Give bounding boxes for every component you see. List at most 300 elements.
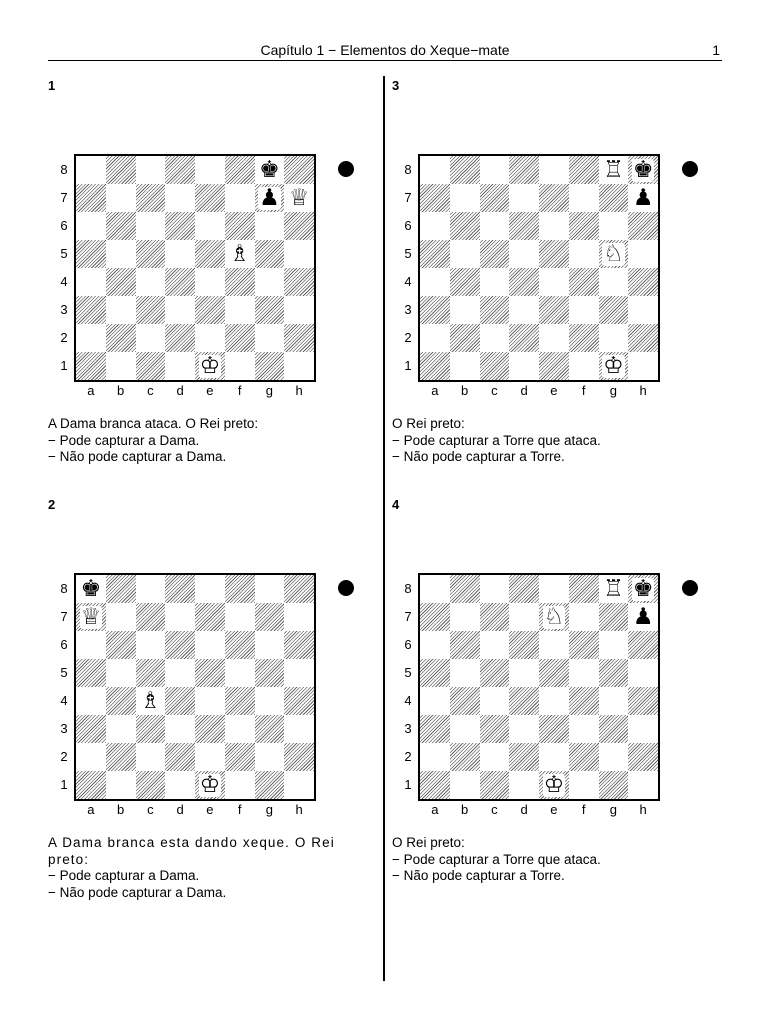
white-bishop-icon: ♗ <box>229 240 250 267</box>
board-square-g5 <box>599 659 629 687</box>
puzzle-number: 1 <box>48 78 56 93</box>
board-square-b3 <box>450 296 480 324</box>
board-square-a7 <box>420 603 450 631</box>
chess-board <box>418 154 660 382</box>
white-queen-icon: ♕ <box>80 603 102 630</box>
board-square-h8 <box>628 156 658 184</box>
white-rook-icon: ♖ <box>603 575 624 602</box>
caption-intro: O Rei preto: <box>392 416 465 431</box>
board-square-g8 <box>255 575 285 603</box>
board-square-e2 <box>539 743 569 771</box>
board-square-e3 <box>539 296 569 324</box>
puzzle-caption <box>48 416 378 466</box>
board-square-e5 <box>195 659 225 687</box>
black-pawn-icon: ♟ <box>632 184 654 211</box>
black-king-icon: ♚ <box>259 156 280 183</box>
board-square-a1 <box>420 352 450 380</box>
board-square-h6 <box>628 212 658 240</box>
board-square-f4 <box>569 268 599 296</box>
board-area <box>392 154 712 398</box>
board-square-b3 <box>106 715 136 743</box>
board-square-g7 <box>599 184 629 212</box>
board-square-f8 <box>225 156 255 184</box>
board-square-h6 <box>284 212 314 240</box>
board-square-g1 <box>599 771 629 799</box>
rank-label: 8 <box>60 581 68 596</box>
board-square-c1 <box>480 771 510 799</box>
board-square-a7 <box>76 603 106 631</box>
board-square-g6 <box>255 212 285 240</box>
rank-label: 3 <box>404 302 412 317</box>
puzzle-caption <box>392 835 722 885</box>
puzzle-number: 2 <box>48 497 56 512</box>
board-square-f6 <box>225 631 255 659</box>
board-square-h6 <box>628 631 658 659</box>
rank-label: 6 <box>60 637 68 652</box>
board-square-a4 <box>76 687 106 715</box>
file-label: f <box>581 802 586 817</box>
board-square-f2 <box>569 743 599 771</box>
file-label: f <box>237 383 242 398</box>
board-square-f5 <box>225 240 255 268</box>
board-square-b3 <box>450 715 480 743</box>
white-knight-icon: ♘ <box>543 603 565 630</box>
rank-label: 1 <box>404 777 412 792</box>
board-square-g8 <box>599 575 629 603</box>
board-square-h3 <box>284 715 314 743</box>
black-king-icon: ♚ <box>632 156 654 183</box>
file-label: d <box>176 802 184 817</box>
board-square-b8 <box>106 575 136 603</box>
file-label: h <box>295 802 303 817</box>
board-square-e6 <box>539 631 569 659</box>
board-square-e4 <box>195 687 225 715</box>
black-to-move-icon <box>338 580 354 596</box>
puzzle-caption <box>392 416 722 466</box>
rank-label: 6 <box>404 218 412 233</box>
board-square-g5 <box>255 659 285 687</box>
board-square-h4 <box>284 687 314 715</box>
file-label: h <box>639 383 647 398</box>
board-square-h7 <box>284 603 314 631</box>
board-square-c2 <box>136 743 166 771</box>
board-square-f1 <box>569 771 599 799</box>
white-king-icon: ♔ <box>603 352 624 379</box>
board-square-e5 <box>539 659 569 687</box>
board-square-b4 <box>450 268 480 296</box>
file-label: e <box>206 383 214 398</box>
board-square-h8 <box>628 575 658 603</box>
file-label: a <box>87 383 95 398</box>
board-square-g7 <box>255 184 285 212</box>
board-square-g4 <box>599 268 629 296</box>
rank-label: 4 <box>60 274 68 289</box>
rank-label: 8 <box>404 162 412 177</box>
board-square-b1 <box>450 352 480 380</box>
board-square-a8 <box>420 156 450 184</box>
board-square-d8 <box>165 575 195 603</box>
board-square-e7 <box>539 603 569 631</box>
board-square-f3 <box>225 296 255 324</box>
board-square-f3 <box>569 296 599 324</box>
file-label: e <box>206 802 214 817</box>
board-square-a3 <box>76 296 106 324</box>
board-area <box>48 154 368 398</box>
board-square-b1 <box>106 771 136 799</box>
board-square-e3 <box>195 715 225 743</box>
file-label: d <box>176 383 184 398</box>
rank-label: 8 <box>404 581 412 596</box>
board-square-a6 <box>420 631 450 659</box>
board-square-g6 <box>599 212 629 240</box>
board-square-g8 <box>599 156 629 184</box>
board-square-f7 <box>225 603 255 631</box>
board-square-b7 <box>450 603 480 631</box>
file-label: a <box>431 383 439 398</box>
puzzle-4 <box>392 497 732 883</box>
board-square-c2 <box>136 324 166 352</box>
board-square-e4 <box>195 268 225 296</box>
board-square-f7 <box>569 184 599 212</box>
black-king-icon: ♚ <box>632 575 654 602</box>
board-square-b7 <box>106 184 136 212</box>
rank-label: 2 <box>60 749 68 764</box>
board-square-d4 <box>165 687 195 715</box>
rank-label: 1 <box>404 358 412 373</box>
board-square-d5 <box>509 659 539 687</box>
file-label: c <box>147 383 154 398</box>
rank-label: 1 <box>60 358 68 373</box>
rank-label: 7 <box>60 190 68 205</box>
board-square-g3 <box>255 715 285 743</box>
file-label: c <box>491 802 498 817</box>
board-square-a8 <box>76 156 106 184</box>
white-rook-icon: ♖ <box>603 156 624 183</box>
board-square-a2 <box>76 324 106 352</box>
file-label: g <box>609 802 617 817</box>
white-queen-icon: ♕ <box>288 184 310 211</box>
board-square-f6 <box>569 212 599 240</box>
board-square-a1 <box>76 771 106 799</box>
board-square-c5 <box>136 659 166 687</box>
board-square-d6 <box>509 212 539 240</box>
board-square-g4 <box>255 687 285 715</box>
board-square-g4 <box>255 268 285 296</box>
board-square-e3 <box>539 715 569 743</box>
board-square-d8 <box>509 575 539 603</box>
board-square-f8 <box>569 156 599 184</box>
board-square-e8 <box>195 156 225 184</box>
board-square-c3 <box>136 296 166 324</box>
board-square-c7 <box>480 184 510 212</box>
board-area <box>392 573 712 817</box>
board-square-c6 <box>480 212 510 240</box>
chess-board <box>74 154 316 382</box>
board-square-g7 <box>599 603 629 631</box>
board-square-g2 <box>255 743 285 771</box>
board-square-f2 <box>569 324 599 352</box>
board-square-c8 <box>136 575 166 603</box>
board-square-f5 <box>225 659 255 687</box>
board-square-e1 <box>539 352 569 380</box>
board-square-b2 <box>450 743 480 771</box>
puzzle-1 <box>48 78 388 464</box>
board-square-f4 <box>225 687 255 715</box>
board-square-b6 <box>450 212 480 240</box>
puzzle-number: 4 <box>392 497 400 512</box>
file-label: g <box>265 802 273 817</box>
white-king-icon: ♔ <box>543 771 565 798</box>
board-square-c5 <box>480 240 510 268</box>
board-square-c6 <box>136 631 166 659</box>
black-king-icon: ♚ <box>80 575 102 602</box>
page-header <box>48 40 722 61</box>
rank-label: 5 <box>60 665 68 680</box>
board-square-c4 <box>480 687 510 715</box>
board-square-c1 <box>136 771 166 799</box>
board-square-a6 <box>420 212 450 240</box>
option-cannot-capture: − Não pode capturar a Dama. <box>48 449 227 464</box>
board-square-f3 <box>225 715 255 743</box>
board-square-a2 <box>420 324 450 352</box>
board-square-c8 <box>480 575 510 603</box>
board-square-d5 <box>165 240 195 268</box>
board-square-h1 <box>628 771 658 799</box>
board-square-c8 <box>136 156 166 184</box>
board-square-e4 <box>539 687 569 715</box>
board-square-e6 <box>195 631 225 659</box>
rank-label: 1 <box>60 777 68 792</box>
board-square-a5 <box>76 659 106 687</box>
file-label: f <box>581 383 586 398</box>
board-square-h2 <box>628 324 658 352</box>
rank-label: 7 <box>60 609 68 624</box>
board-square-a3 <box>420 715 450 743</box>
board-square-g3 <box>255 296 285 324</box>
board-square-h1 <box>628 352 658 380</box>
board-square-h3 <box>628 296 658 324</box>
board-square-d2 <box>509 743 539 771</box>
board-square-d6 <box>509 631 539 659</box>
board-square-b8 <box>450 156 480 184</box>
black-to-move-icon <box>338 161 354 177</box>
board-square-d2 <box>509 324 539 352</box>
board-square-a2 <box>76 743 106 771</box>
board-square-c6 <box>480 631 510 659</box>
board-square-h5 <box>284 240 314 268</box>
board-square-e5 <box>195 240 225 268</box>
file-label: g <box>265 383 273 398</box>
file-label: g <box>609 383 617 398</box>
board-square-d6 <box>165 212 195 240</box>
board-square-e4 <box>539 268 569 296</box>
board-square-a4 <box>420 268 450 296</box>
board-square-g1 <box>599 352 629 380</box>
option-cannot-capture: − Não pode capturar a Dama. <box>48 884 227 900</box>
rank-label: 2 <box>404 330 412 345</box>
board-square-e2 <box>539 324 569 352</box>
board-square-f6 <box>569 631 599 659</box>
caption-intro: A Dama branca ataca. O Rei preto: <box>48 416 259 431</box>
option-can-capture: − Pode capturar a Torre que ataca. <box>392 851 601 867</box>
board-square-h7 <box>284 184 314 212</box>
board-square-d7 <box>509 603 539 631</box>
board-square-e6 <box>195 212 225 240</box>
board-square-d4 <box>509 268 539 296</box>
board-square-e7 <box>195 184 225 212</box>
board-square-a8 <box>420 575 450 603</box>
board-square-f4 <box>569 687 599 715</box>
board-square-e1 <box>539 771 569 799</box>
board-square-f5 <box>569 240 599 268</box>
board-square-d3 <box>509 715 539 743</box>
board-square-h2 <box>284 743 314 771</box>
rank-label: 3 <box>60 302 68 317</box>
file-label: h <box>295 383 303 398</box>
board-square-e1 <box>195 352 225 380</box>
board-square-c3 <box>136 715 166 743</box>
board-square-e2 <box>195 743 225 771</box>
white-king-icon: ♔ <box>199 771 221 798</box>
board-square-d5 <box>165 659 195 687</box>
board-square-f1 <box>225 352 255 380</box>
black-pawn-icon: ♟ <box>632 603 654 630</box>
board-square-e5 <box>539 240 569 268</box>
board-square-b5 <box>450 240 480 268</box>
option-cannot-capture: − Não pode capturar a Torre. <box>392 868 565 883</box>
board-square-f4 <box>225 268 255 296</box>
board-square-g1 <box>255 352 285 380</box>
board-square-a1 <box>420 771 450 799</box>
board-square-e8 <box>539 575 569 603</box>
board-square-b7 <box>106 603 136 631</box>
board-square-b4 <box>106 687 136 715</box>
board-square-c5 <box>480 659 510 687</box>
chapter-title: Capítulo 1 − Elementos do Xeque−mate <box>260 42 510 58</box>
board-square-b6 <box>450 631 480 659</box>
board-square-e7 <box>539 184 569 212</box>
rank-label: 4 <box>60 693 68 708</box>
board-square-b2 <box>106 324 136 352</box>
board-square-f3 <box>569 715 599 743</box>
file-label: b <box>461 383 469 398</box>
rank-label: 3 <box>404 721 412 736</box>
board-square-f5 <box>569 659 599 687</box>
rank-label: 2 <box>60 330 68 345</box>
board-square-f2 <box>225 743 255 771</box>
board-square-f7 <box>225 184 255 212</box>
board-square-c1 <box>480 352 510 380</box>
board-square-a3 <box>420 296 450 324</box>
board-square-d5 <box>509 240 539 268</box>
board-square-h4 <box>628 687 658 715</box>
board-square-d8 <box>509 156 539 184</box>
board-square-h3 <box>628 715 658 743</box>
board-square-h5 <box>628 659 658 687</box>
board-square-b6 <box>106 212 136 240</box>
board-square-c7 <box>136 603 166 631</box>
board-square-d3 <box>509 296 539 324</box>
board-square-c5 <box>136 240 166 268</box>
file-label: a <box>431 802 439 817</box>
board-square-g5 <box>255 240 285 268</box>
board-square-b1 <box>450 771 480 799</box>
board-square-c1 <box>136 352 166 380</box>
board-square-d2 <box>165 743 195 771</box>
black-to-move-icon <box>682 580 698 596</box>
board-square-g3 <box>599 296 629 324</box>
file-label: f <box>237 802 242 817</box>
board-square-d7 <box>509 184 539 212</box>
option-can-capture: − Pode capturar a Dama. <box>48 432 200 448</box>
board-square-e3 <box>195 296 225 324</box>
board-square-f1 <box>225 771 255 799</box>
board-square-d2 <box>165 324 195 352</box>
board-square-g3 <box>599 715 629 743</box>
board-square-a7 <box>420 184 450 212</box>
board-square-b1 <box>106 352 136 380</box>
board-square-d7 <box>165 184 195 212</box>
board-square-a1 <box>76 352 106 380</box>
board-square-c6 <box>136 212 166 240</box>
board-square-c7 <box>480 603 510 631</box>
black-pawn-icon: ♟ <box>259 184 280 211</box>
board-square-d1 <box>509 352 539 380</box>
board-square-h8 <box>284 575 314 603</box>
board-square-f8 <box>569 575 599 603</box>
board-square-h4 <box>284 268 314 296</box>
file-label: h <box>639 802 647 817</box>
board-square-d3 <box>165 296 195 324</box>
rank-label: 7 <box>404 609 412 624</box>
rank-label: 6 <box>404 637 412 652</box>
board-square-h7 <box>628 184 658 212</box>
board-square-c2 <box>480 324 510 352</box>
puzzle-2 <box>48 497 388 900</box>
board-square-d6 <box>165 631 195 659</box>
board-square-b2 <box>106 743 136 771</box>
board-square-b7 <box>450 184 480 212</box>
rank-label: 5 <box>60 246 68 261</box>
board-square-a5 <box>420 240 450 268</box>
board-square-e1 <box>195 771 225 799</box>
page-number: 1 <box>712 42 720 58</box>
board-square-g4 <box>599 687 629 715</box>
board-square-g2 <box>255 324 285 352</box>
board-square-c3 <box>480 296 510 324</box>
board-square-g8 <box>255 156 285 184</box>
option-cannot-capture: − Não pode capturar a Torre. <box>392 449 565 464</box>
board-square-e8 <box>195 575 225 603</box>
board-square-e8 <box>539 156 569 184</box>
file-label: c <box>147 802 154 817</box>
board-square-a7 <box>76 184 106 212</box>
board-square-a6 <box>76 212 106 240</box>
board-square-f7 <box>569 603 599 631</box>
board-square-d7 <box>165 603 195 631</box>
board-square-c4 <box>136 268 166 296</box>
rank-label: 5 <box>404 246 412 261</box>
rank-label: 4 <box>404 693 412 708</box>
board-square-g7 <box>255 603 285 631</box>
chess-board <box>74 573 316 801</box>
board-square-b3 <box>106 296 136 324</box>
board-area <box>48 573 368 817</box>
board-square-b4 <box>450 687 480 715</box>
board-square-a3 <box>76 715 106 743</box>
board-square-h2 <box>628 743 658 771</box>
file-label: c <box>491 383 498 398</box>
